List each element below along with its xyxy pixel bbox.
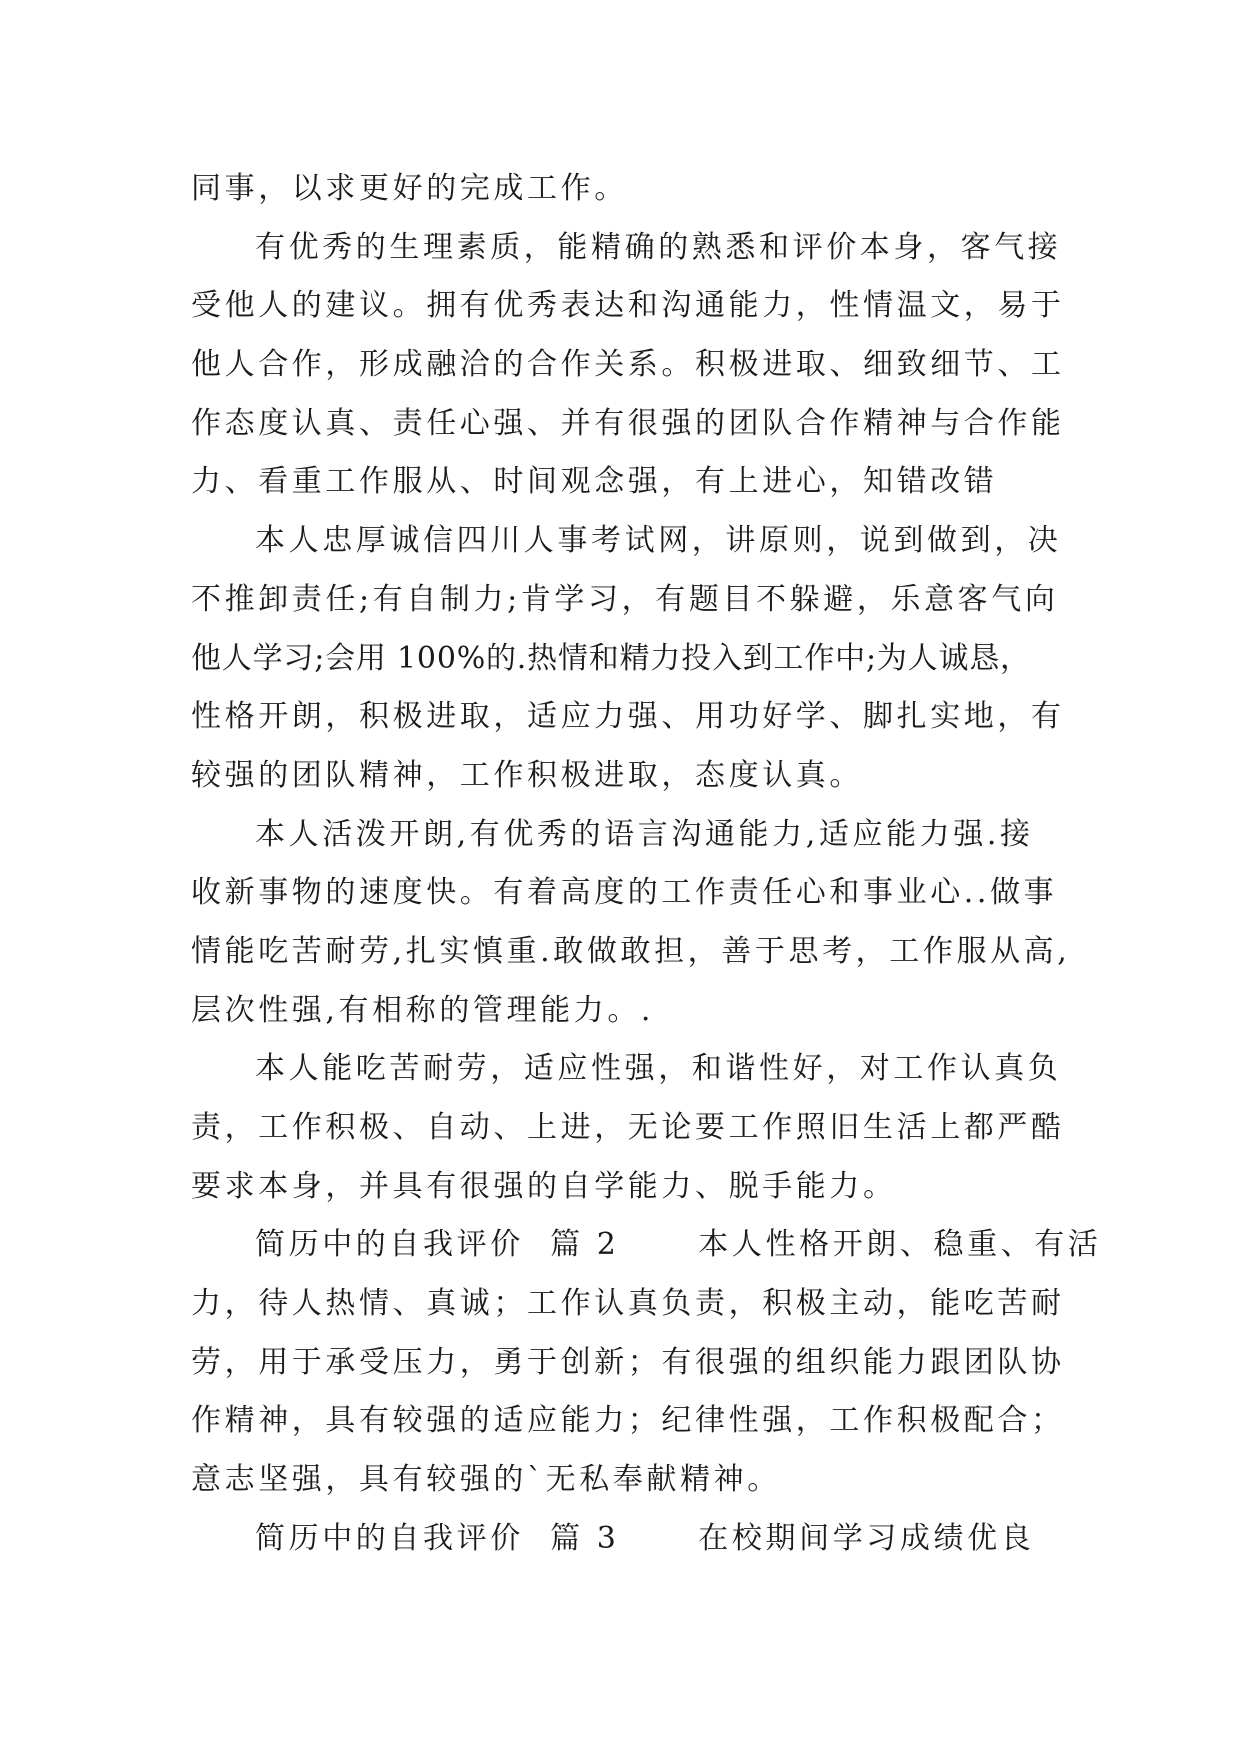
- text-line: 劳，用于承受压力，勇于创新；有很强的组织能力跟团队协: [191, 1344, 1065, 1380]
- section-heading-line: 简历中的自我评价 篇 2 本人性格开朗、稳重、有活: [255, 1227, 1102, 1263]
- text-line: 受他人的建议。拥有优秀表达和沟通能力，性情温文，易于: [191, 288, 1065, 324]
- text-line: 作态度认真、责任心强、并有很强的团队合作精神与合作能: [191, 405, 1065, 441]
- text-line: 同事，以求更好的完成工作。: [191, 171, 628, 206]
- text-line: 要求本身，并具有很强的自学能力、脱手能力。: [191, 1168, 897, 1204]
- text-line: 作精神，具有较强的适应能力；纪律性强，工作积极配合；: [191, 1403, 1065, 1439]
- text-line: 收新事物的速度快。有着高度的工作责任心和事业心..做事: [191, 875, 1058, 911]
- paragraph-start-line: 本人能吃苦耐劳，适应性强，和谐性好，对工作认真负: [255, 1051, 1062, 1087]
- text-line: 层次性强,有相称的管理能力。.: [191, 992, 655, 1028]
- text-line: 力、看重工作服从、时间观念强，有上进心，知错改错: [191, 464, 998, 500]
- text-line: 较强的团队精神，工作积极进取，态度认真。: [191, 757, 863, 793]
- text-line: 性格开朗，积极进取，适应力强、用功好学、脚扎实地，有: [191, 699, 1065, 735]
- text-line: 力，待人热情、真诚；工作认真负责，积极主动，能吃苦耐: [191, 1286, 1065, 1322]
- paragraph-start-line: 本人忠厚诚信四川人事考试网，讲原则，说到做到，决: [255, 523, 1062, 559]
- text-line: 他人合作，形成融洽的合作关系。积极进取、细致细节、工: [191, 347, 1065, 383]
- text-line: 责，工作积极、自动、上进，无论要工作照旧生活上都严酷: [191, 1110, 1065, 1145]
- document-body: [191, 160, 1102, 1569]
- paragraph-start-line: 本人活泼开朗,有优秀的语言沟通能力,适应能力强.接: [255, 816, 1034, 852]
- text-line: 意志坚强，具有较强的`无私奉献精神。: [191, 1462, 781, 1498]
- text-line: 不推卸责任;有自制力;肯学习，有题目不躲避，乐意客气向: [191, 581, 1059, 617]
- text-line: 情能吃苦耐劳,扎实慎重.敢做敢担，善于思考，工作服从高,: [191, 933, 1071, 969]
- text-line: 他人学习;会用 100%的.热情和精力投入到工作中;为人诚恳，: [191, 640, 1031, 676]
- section-heading-line: 简历中的自我评价 篇 3 在校期间学习成绩优良: [255, 1520, 1035, 1556]
- paragraph-start-line: 有优秀的生理素质，能精确的熟悉和评价本身，客气接: [255, 229, 1062, 265]
